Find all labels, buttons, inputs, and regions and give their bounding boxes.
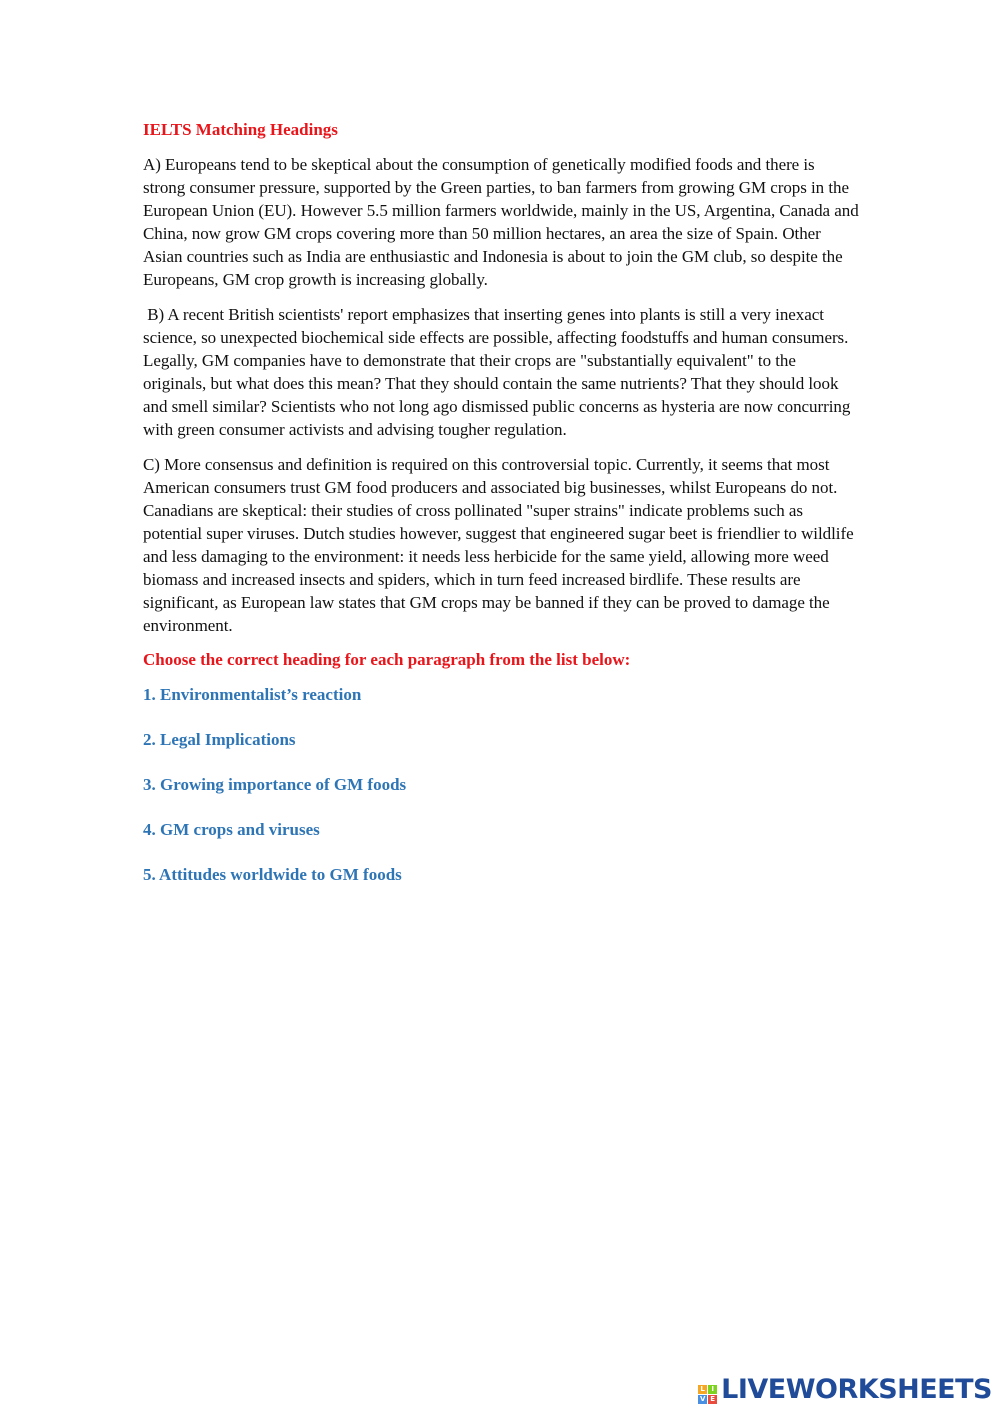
paragraph-a: A) Europeans tend to be skeptical about the consumption of genetically modified foods and there is strong consumer pressure, supported by the Green parties, to ban farmers from growing GM crops in the European Union (EU). However 5.5 million farmers worldwide, mainly in the US, Argentina, Canada and China, now grow GM crops covering more than 50 million hectares, an area the size of Spain. Other Asian countries such as India are enthusiastic and Indonesia is about to join the GM club, so despite the Europeans, GM crop growth is increasing globally.: [143, 155, 859, 289]
heading-list: [143, 684, 859, 886]
heading-option-1: 1. Environmentalist’s reaction: [143, 685, 362, 704]
logo-mark-cell: V: [699, 1394, 706, 1403]
logo-mark-cell: L: [698, 1385, 707, 1394]
logo-mark-icon: [698, 1385, 717, 1404]
heading-option-4: 4. GM crops and viruses: [143, 820, 320, 839]
paragraph-b: B) A recent British scientists' report emphasizes that inserting genes into plants is still a very inexact science, so unexpected biochemical side effects are possible, affecting foodstuffs and human consumers. Legally, GM companies have to demonstrate that their crops are "substantially equivalent" to the originals, but what does this mean? That they should contain the same nutrients? That they should look and smell similar? Scientists who not long ago dismissed public concerns as hysteria are now concurring with green consumer activists and advising tougher regulation.: [143, 305, 855, 439]
heading-option-3: 3. Growing importance of GM foods: [143, 775, 407, 794]
worksheet-content: [143, 119, 859, 909]
heading-option-5: 5. Attitudes worldwide to GM foods: [143, 865, 402, 884]
logo-mark-cell: I: [708, 1385, 717, 1394]
heading-option-2: 2. Legal Implications: [143, 730, 296, 749]
paragraph-c: C) More consensus and definition is required on this controversial topic. Currently, it seems that most American consumers trust GM food producers and associated big businesses, whilst Europeans do not. Canadians are skeptical: their studies of cross pollinated "super strains" indicate problems such as potential super viruses. Dutch studies however, suggest that engineered sugar beet is friendlier to wildlife and less damaging to the environment: it needs less herbicide for the same yield, allowing more weed biomass and increased insects and spiders, which in turn feed increased birdlife. These results are significant, as European law states that GM crops may be banned if they can be proved to damage the environment.: [143, 455, 854, 635]
instruction-text: Choose the correct heading for each paragraph from the list below:: [143, 650, 631, 669]
logo-wordmark: LIVEWORKSHEETS: [721, 1374, 992, 1405]
logo-mark-cell: E: [708, 1395, 717, 1404]
page-title: IELTS Matching Headings: [143, 120, 338, 139]
liveworksheets-logo: [698, 1373, 992, 1407]
